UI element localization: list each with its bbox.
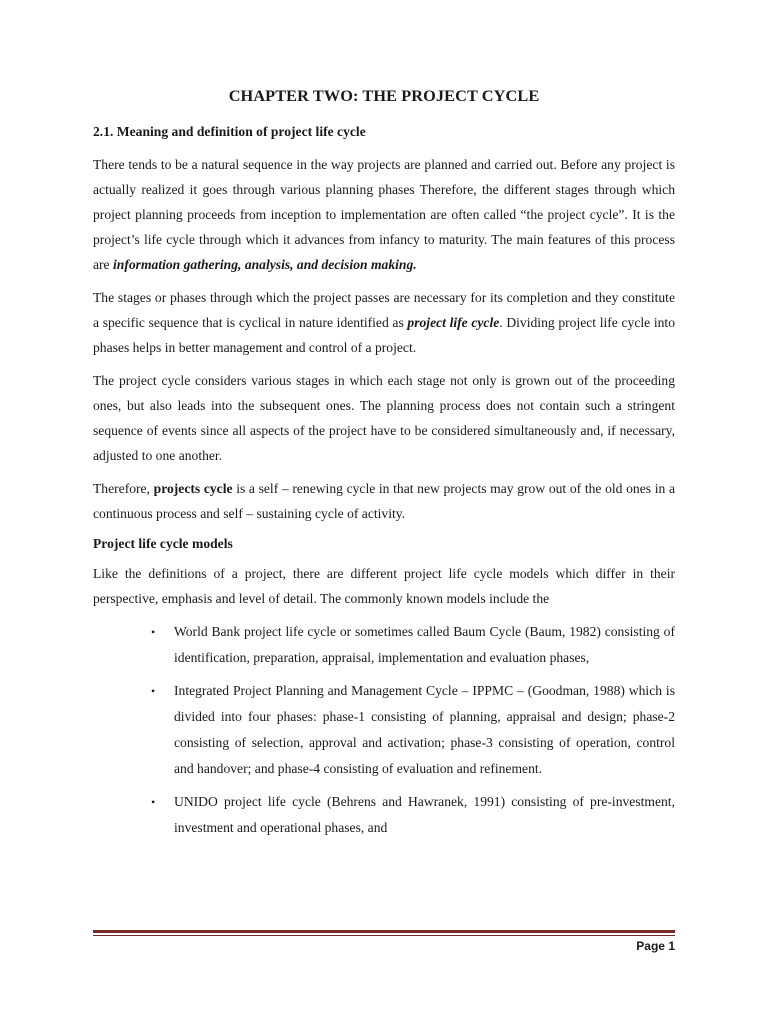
model-description: (Baum, 1982) consisting of identification, preparation, appraisal, implementation and evaluation phases, xyxy=(174,624,675,665)
section-heading: 2.1. Meaning and definition of project life cycle xyxy=(93,124,366,139)
paragraph-1 xyxy=(93,152,675,277)
models-heading: Project life cycle models xyxy=(93,536,233,551)
bullet-icon: • xyxy=(151,684,156,698)
paragraph-4 xyxy=(93,476,675,526)
paragraph-2-text-before: The stages or phases through which the project passes are necessary for its completion and they constitute a specific sequence that is cyclical in nature identified as xyxy=(93,290,675,330)
model-description: (Behrens and Hawranek, 1991) consisting of pre-investment, investment and operational phases, and xyxy=(174,794,675,835)
paragraph-2-emphasis: project life cycle xyxy=(407,315,500,330)
footer-rule-thick xyxy=(93,930,675,933)
bullet-icon: • xyxy=(151,795,156,809)
models-list xyxy=(93,619,675,841)
model-name: Integrated Project Planning and Management Cycle xyxy=(174,683,458,698)
list-item xyxy=(93,619,675,671)
paragraph-2 xyxy=(93,285,675,360)
model-name: UNIDO project life cycle xyxy=(174,794,321,809)
paragraph-3: The project cycle considers various stages in which each stage not only is grown out of the proceeding ones, but also leads into the subsequent ones. The planning process does not contain such a stringent sequence of events since all aspects of the project have to be considered simultaneously and, if necessary, adjusted to one another. xyxy=(93,373,675,463)
page-content xyxy=(93,86,675,848)
page-number: Page 1 xyxy=(636,939,675,953)
paragraph-2-text-after: . Dividing project life cycle into phases helps in better management and control of a project. xyxy=(93,315,675,355)
chapter-title: CHAPTER TWO: THE PROJECT CYCLE xyxy=(228,86,540,105)
footer-rule-thin xyxy=(93,935,675,936)
paragraph-5: Like the definitions of a project, there are different project life cycle models which differ in their perspective, emphasis and level of detail. The commonly known models include the xyxy=(93,566,675,606)
list-item xyxy=(93,789,675,841)
paragraph-4-bold: projects cycle xyxy=(153,481,233,496)
paragraph-4-text-before: Therefore, xyxy=(93,481,154,496)
bullet-icon: • xyxy=(151,625,156,639)
paragraph-1-text: There tends to be a natural sequence in the way projects are planned and carried out. Before any project is actually realized it goes through various planning phases Therefore, the different stages through which project planning proceeds from inception to implementation are often called “the project cycle”. It is the project’s life cycle through which it advances from infancy to maturity. The main features of this process are xyxy=(93,157,675,272)
paragraph-4-text-after: is a self – renewing cycle in that new projects may grow out of the old ones in a continuous process and self – sustaining cycle of activity. xyxy=(93,481,675,521)
model-description: – IPPMC – (Goodman, 1988) which is divided into four phases: phase-1 consisting of planning, appraisal and design; phase-2 consisting of selection, approval and activation; phase-3 consisting of operation, control and handover; and phase-4 consisting of evaluation and refinement. xyxy=(174,683,675,776)
model-name: World Bank project life cycle or sometimes called Baum Cycle xyxy=(174,624,522,639)
footer-rule xyxy=(93,930,675,936)
paragraph-1-emphasis: information gathering, analysis, and decision making. xyxy=(113,257,417,272)
list-item xyxy=(93,678,675,782)
